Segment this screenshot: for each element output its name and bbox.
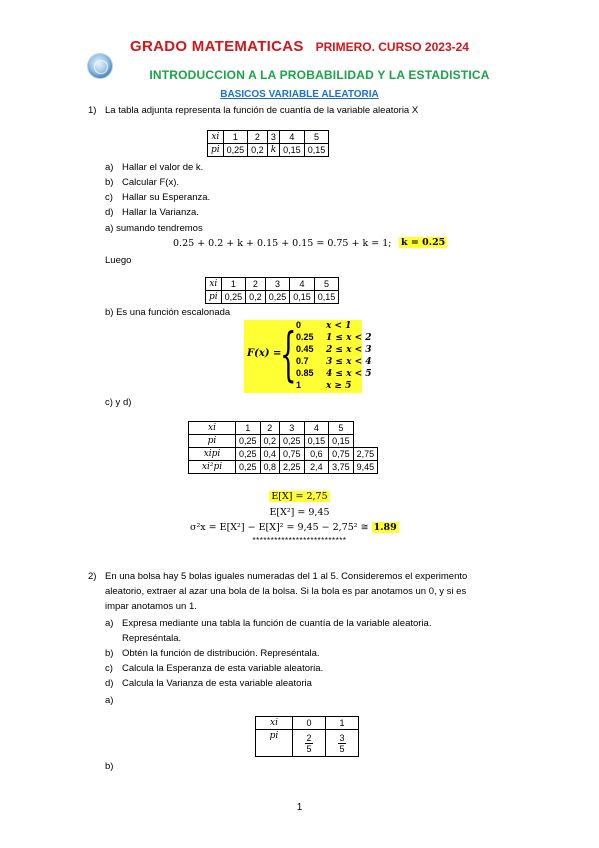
table-cell: 1 — [236, 422, 261, 435]
table-cell: 0,2 — [260, 435, 280, 448]
task-label: a) — [105, 618, 114, 629]
table-cell: 0,25 — [236, 461, 261, 474]
pi-label: pi — [208, 144, 224, 157]
solution-a-intro: a) — [105, 695, 114, 706]
fx-row: 0.85 4 ≤ x < 5 — [296, 368, 372, 379]
table-cell: 2,25 — [280, 461, 305, 474]
table-cell: 0,15 — [290, 291, 315, 304]
pi-label: pi — [206, 291, 222, 304]
fx-row: 0.7 3 ≤ x < 4 — [296, 356, 372, 367]
degree-title: GRADO MATEMATICAS — [130, 38, 304, 55]
table-cell: 1 — [223, 131, 248, 144]
table-cell: 2 — [246, 278, 266, 291]
xi-label: xi — [208, 131, 224, 144]
table-cell: 0,15 — [314, 291, 339, 304]
table-cell: 0,6 — [304, 448, 329, 461]
page-number: 1 — [296, 802, 303, 813]
table-cell: 0,15 — [280, 144, 305, 157]
table-cell: 1 — [221, 278, 246, 291]
total-cell: 2,75 — [353, 448, 378, 461]
table-cell: 0,75 — [329, 448, 354, 461]
solution-cd-intro: c) y d) — [105, 397, 132, 408]
subject-title: INTRODUCCION A LA PROBABILIDAD Y LA ESTADISTICA — [149, 68, 490, 82]
course-header — [0, 38, 599, 55]
row-label: xi²pi — [189, 461, 236, 474]
table-cell: 0,2 — [246, 291, 266, 304]
table-cell: 3,75 — [329, 461, 354, 474]
task-label: d) — [105, 207, 114, 218]
table-cell: 0,25 — [223, 144, 248, 157]
table-cell: 4 — [290, 278, 315, 291]
exercise-2-line: impar anotamos un 1. — [105, 601, 197, 612]
sum-equation: 0.25 + 0.2 + k + 0.15 + 0.15 = 0.75 + k = 1; — [173, 238, 392, 249]
quantity-table-2 — [205, 277, 339, 304]
quantity-table-1 — [207, 130, 329, 157]
table-cell: 5 — [329, 422, 354, 435]
table-cell: 0,25 — [236, 435, 261, 448]
task-label: c) — [105, 192, 113, 203]
exercise-2-number: 2) — [88, 571, 97, 582]
solution-a-intro: a) sumando tendremos — [105, 223, 203, 234]
distribution-function-box — [244, 320, 372, 393]
table-cell: 2 — [260, 422, 280, 435]
task-text: Expresa mediante una tabla la función de cuantía de la variable aleatoria. — [122, 618, 432, 629]
total-cell: 9,45 — [353, 461, 378, 474]
table-cell: 0,4 — [260, 448, 280, 461]
variance-formula: σ²x = E[X²] − E[X]² = 9,45 − 2,75² ≅ — [190, 522, 369, 533]
table-cell: 0,15 — [329, 435, 354, 448]
fraction: $\frac{3}{5}$ — [339, 732, 345, 754]
table-cell: 3 — [280, 422, 305, 435]
task-text: Obtén la función de distribución. Represéntala. — [122, 648, 320, 659]
separator-stars: ************************** — [252, 536, 347, 545]
task-text: Hallar el valor de k. — [122, 162, 204, 173]
task-text: Calcular F(x). — [122, 177, 180, 188]
table-cell: 2 — [248, 131, 268, 144]
table-cell: 0,25 — [221, 291, 246, 304]
second-moment-result: E[X²] = 9,45 — [269, 507, 330, 518]
table-cell: 0,15 — [304, 435, 329, 448]
fx-label: F(x) = — [247, 348, 282, 359]
variance-result: 1.89 — [373, 522, 397, 533]
task-label: b) — [105, 177, 114, 188]
row-label: xi — [189, 422, 236, 435]
k-result: k = 0.25 — [401, 237, 446, 248]
fx-row: 1 x ≥ 5 — [296, 380, 352, 391]
table-cell: 0,25 — [265, 291, 290, 304]
table-cell: 0 — [293, 717, 326, 730]
row-label: pi — [189, 435, 236, 448]
course-year: PRIMERO. CURSO 2023-24 — [315, 40, 469, 54]
pi-label: pi — [256, 730, 293, 757]
table-cell: 4 — [304, 422, 329, 435]
fraction: $\frac{2}{5}$ — [306, 732, 312, 754]
xi-label: xi — [256, 717, 293, 730]
task-label: a) — [105, 162, 114, 173]
fx-row: 0.25 1 ≤ x < 2 — [296, 332, 372, 343]
task-text: Hallar la Varianza. — [122, 207, 199, 218]
solution-b-intro: b) Es una función escalonada — [105, 307, 231, 318]
row-label: xipi — [189, 448, 236, 461]
table-cell: 0,15 — [304, 144, 329, 157]
table-cell: 5 — [314, 278, 339, 291]
table-cell: 1 — [326, 717, 359, 730]
variance-equation — [190, 522, 399, 533]
exercise-1-number: 1) — [88, 105, 97, 116]
table-cell — [326, 730, 359, 757]
expectation-result: E[X] = 2,75 — [271, 491, 328, 502]
bag-quantity-table — [255, 716, 359, 757]
moments-table — [188, 421, 378, 474]
expectation-line — [0, 491, 599, 502]
table-cell: k — [267, 144, 279, 157]
task-text: Represéntala. — [122, 633, 182, 644]
table-cell — [293, 730, 326, 757]
table-cell: 3 — [265, 278, 290, 291]
task-text: Calcula la Varianza de esta variable aleatoria — [122, 678, 312, 689]
table-cell: 3 — [267, 131, 279, 144]
table-cell: 2,4 — [304, 461, 329, 474]
table-cell: 0,25 — [280, 435, 305, 448]
task-label: d) — [105, 678, 114, 689]
task-text: Calcula la Esperanza de esta variable aleatoria. — [122, 663, 324, 674]
luego-text: Luego — [105, 255, 132, 266]
table-cell: 4 — [280, 131, 305, 144]
xi-label: xi — [206, 278, 222, 291]
task-label: c) — [105, 663, 113, 674]
fx-row: 0.45 2 ≤ x < 3 — [296, 344, 372, 355]
table-cell: 0,8 — [260, 461, 280, 474]
fx-row: 0 x < 1 — [296, 320, 352, 331]
exercise-1-statement: La tabla adjunta representa la función de cuantía de la variable aleatoria X — [105, 105, 419, 116]
table-cell: 0,25 — [236, 448, 261, 461]
topic-title: BASICOS VARIABLE ALEATORIA — [220, 89, 379, 100]
task-label: b) — [105, 648, 114, 659]
table-cell: 0,75 — [280, 448, 305, 461]
solution-b-intro: b) — [105, 761, 114, 772]
exercise-2-line: En una bolsa hay 5 bolas iguales numeradas del 1 al 5. Consideremos el experimento — [105, 571, 468, 582]
task-text: Hallar su Esperanza. — [122, 192, 211, 203]
table-cell: 0,2 — [248, 144, 268, 157]
exercise-2-line: aleatorio, extraer al azar una bola de la bolsa. Si la bola es par anotamos un 0, y si es — [105, 586, 467, 597]
table-cell: 5 — [304, 131, 329, 144]
brace-icon: { — [280, 320, 297, 388]
